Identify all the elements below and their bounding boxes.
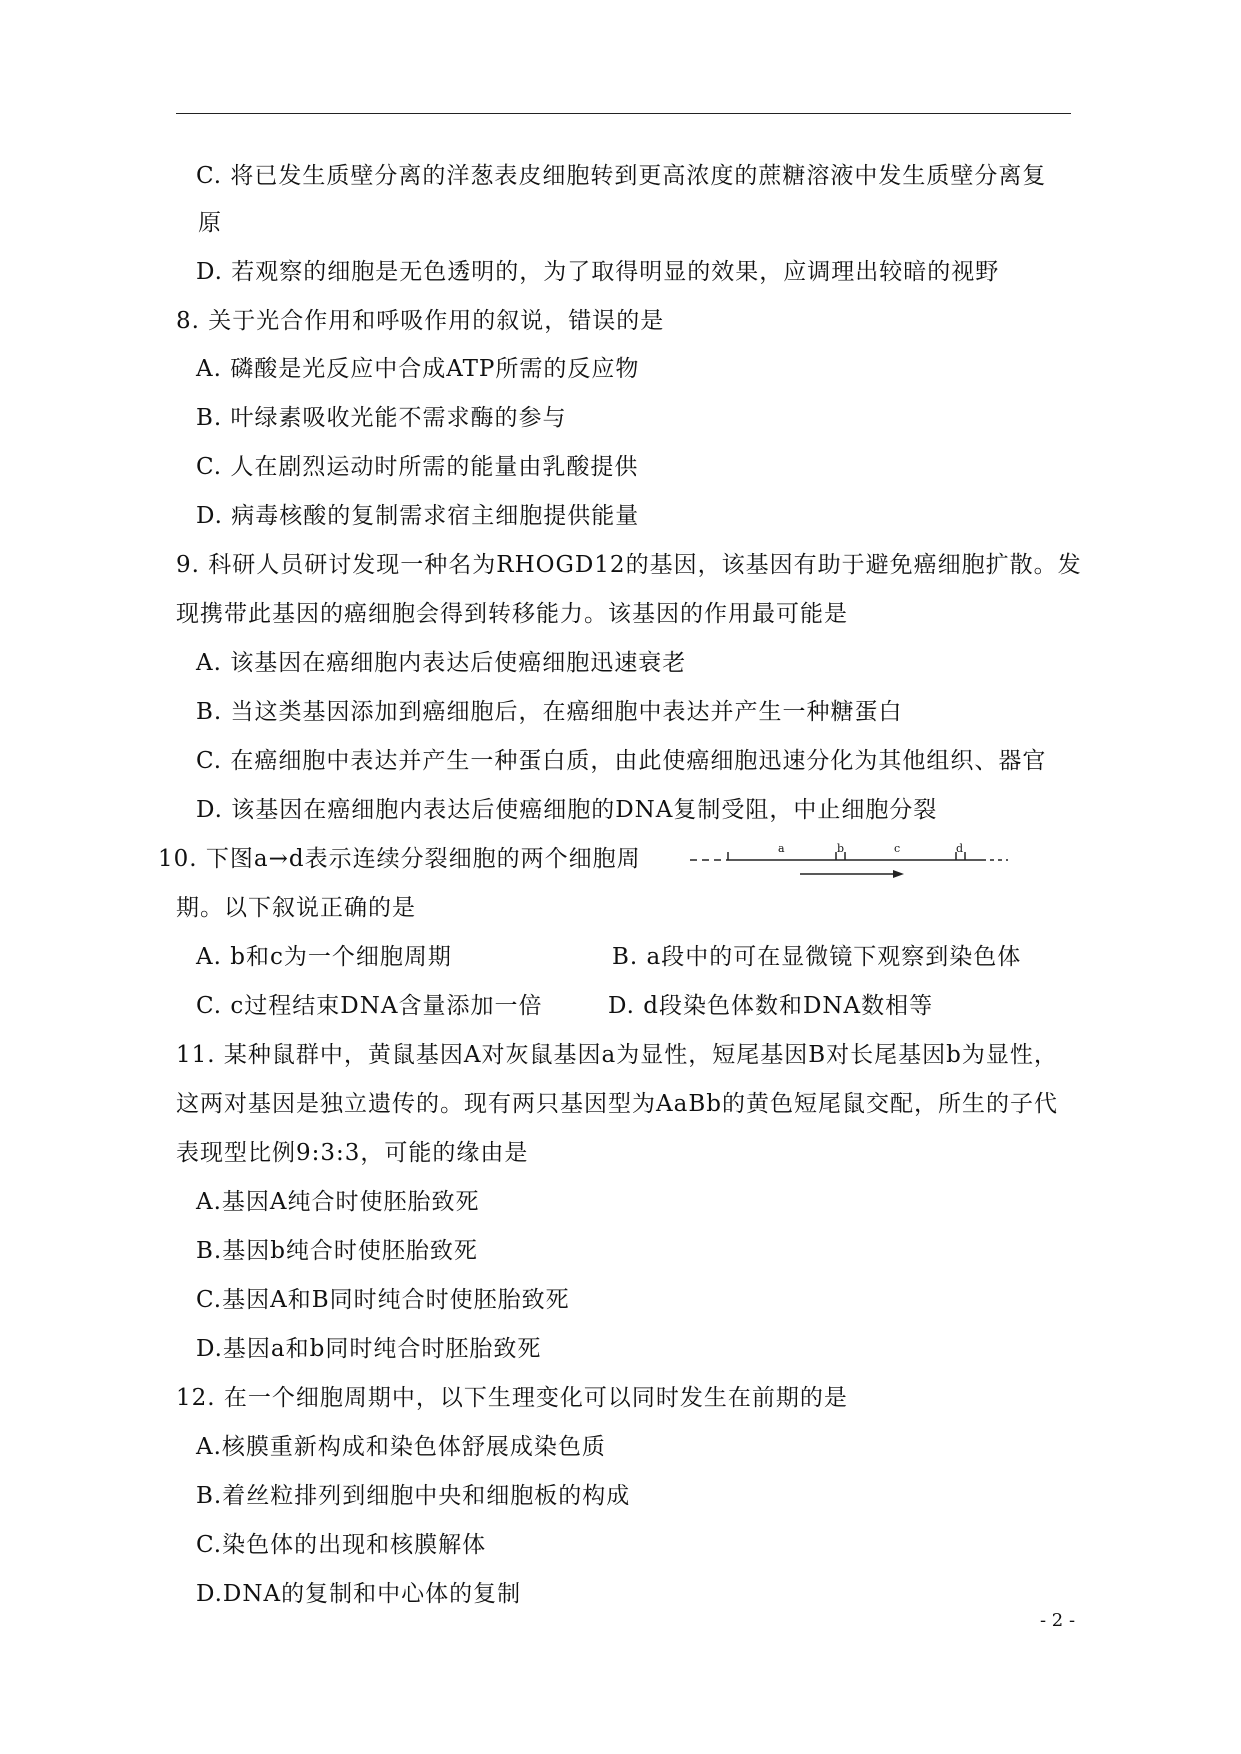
- question-11-line1: 11. 某种鼠群中，黄鼠基因A对灰鼠基因a为显性，短尾基因B对长尾基因b为显性，: [176, 1042, 1058, 1068]
- question-11-line2: 这两对基因是独立遗传的。现有两只基因型为AaBb的黄色短尾鼠交配，所生的子代: [176, 1091, 1058, 1117]
- option-7c-line1: C. 将已发生质壁分离的洋葱表皮细胞转到更高浓度的蔗糖溶液中发生质壁分离复: [196, 163, 1047, 189]
- diagram-label-a: a: [778, 842, 785, 855]
- option-12d: D.DNA的复制和中心体的复制: [196, 1581, 522, 1607]
- option-11b: B.基因b纯合时使胚胎致死: [196, 1238, 478, 1264]
- option-9b: B. 当这类基因添加到癌细胞后，在癌细胞中表达并产生一种糖蛋白: [196, 699, 903, 725]
- diagram-arrow-head: [893, 870, 904, 878]
- question-8: 8. 关于光合作用和呼吸作用的叙说，错误的是: [176, 308, 665, 334]
- option-12c: C.染色体的出现和核膜解体: [196, 1532, 487, 1558]
- option-9d: D. 该基因在癌细胞内表达后使癌细胞的DNA复制受阻，中止细胞分裂: [196, 797, 938, 823]
- option-8c: C. 人在剧烈运动时所需的能量由乳酸提供: [196, 454, 639, 480]
- option-8d: D. 病毒核酸的复制需求宿主细胞提供能量: [196, 503, 640, 529]
- diagram-label-c: c: [894, 842, 901, 855]
- option-11c: C.基因A和B同时纯合时使胚胎致死: [196, 1287, 570, 1313]
- diagram-label-d: d: [956, 842, 964, 855]
- question-12: 12. 在一个细胞周期中，以下生理变化可以同时发生在前期的是: [176, 1385, 848, 1411]
- option-11a: A.基因A纯合时使胚胎致死: [196, 1189, 480, 1215]
- option-10d: D. d段染色体数和DNA数相等: [608, 993, 934, 1019]
- question-9-line2: 现携带此基因的癌细胞会得到转移能力。该基因的作用最可能是: [176, 601, 848, 627]
- page-number: - 2 -: [1040, 1610, 1076, 1631]
- option-9c: C. 在癌细胞中表达并产生一种蛋白质，由此使癌细胞迅速分化为其他组织、器官: [196, 748, 1047, 774]
- option-10c: C. c过程结束DNA含量添加一倍: [196, 993, 543, 1019]
- option-10a: A. b和c为一个细胞周期: [196, 944, 452, 970]
- option-10b: B. a段中的可在显微镜下观察到染色体: [612, 944, 1022, 970]
- header-rule: [176, 113, 1071, 114]
- option-11d: D.基因a和b同时纯合时胚胎致死: [196, 1336, 542, 1362]
- option-12a: A.核膜重新构成和染色体舒展成染色质: [196, 1434, 606, 1460]
- option-7d: D. 若观察的细胞是无色透明的，为了取得明显的效果，应调理出较暗的视野: [196, 259, 1000, 285]
- cell-cycle-diagram: [690, 842, 1020, 888]
- option-9a: A. 该基因在癌细胞内表达后使癌细胞迅速衰老: [196, 650, 687, 676]
- diagram-label-b: b: [837, 842, 845, 855]
- question-10-line2: 期。以下叙说正确的是: [176, 895, 416, 921]
- question-11-line3: 表现型比例9:3:3，可能的缘由是: [176, 1140, 529, 1166]
- option-7c-line2: 原: [198, 210, 222, 236]
- option-8a: A. 磷酸是光反应中合成ATP所需的反应物: [196, 356, 640, 382]
- option-12b: B.着丝粒排列到细胞中央和细胞板的构成: [196, 1483, 631, 1509]
- question-9-line1: 9. 科研人员研讨发现一种名为RHOGD12的基因，该基因有助于避免癌细胞扩散。发: [176, 552, 1082, 578]
- option-8b: B. 叶绿素吸收光能不需求酶的参与: [196, 405, 567, 431]
- question-10-line1: 10. 下图a→d表示连续分裂细胞的两个细胞周: [158, 846, 641, 872]
